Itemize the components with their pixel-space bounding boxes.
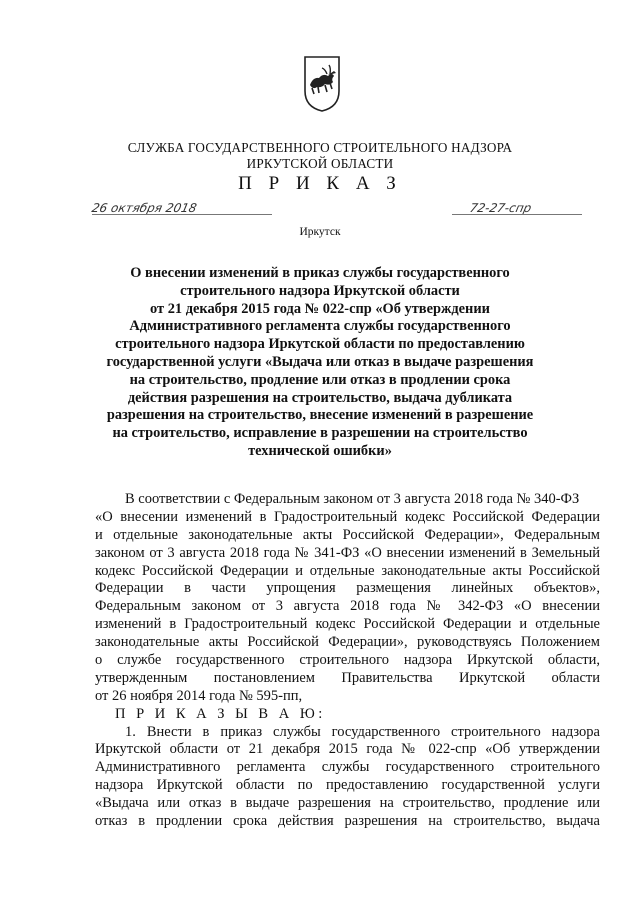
order-heading	[100, 265, 540, 461]
item-line: надзора Иркутской области по предоставлению государственной услуги	[95, 777, 600, 794]
item-line: Иркутской области от 21 декабря 2015 года № 022-спр «Об утверждении	[95, 741, 600, 758]
body-line: Федерации в части упрощения размещения линейных объектов»,	[95, 580, 600, 597]
heading-line: строительного надзора Иркутской области по предоставлению	[115, 336, 525, 353]
agency-name-line-1: СЛУЖБА ГОСУДАРСТВЕННОГО СТРОИТЕЛЬНОГО НАДЗОРА	[127, 140, 513, 155]
handwritten-date: 26 октября 2018	[90, 201, 198, 215]
body-line: и отдельные законодательные акты Российской Федерации», Федеральным	[95, 526, 600, 543]
heading-line: технической ошибки»	[248, 442, 392, 459]
body-line: утвержденным постановлением Правительства Иркутской области	[95, 669, 600, 686]
coat-of-arms-emblem	[303, 55, 341, 113]
body-line: о службе государственного строительного надзора Иркутской области,	[95, 652, 600, 669]
handwritten-number: 72-27-спр	[468, 201, 533, 215]
order-word: П Р И К А З Ы В А Ю:	[115, 705, 326, 722]
body-line: В соответствии с Федеральным законом от 3 августа 2018 года № 340-ФЗ	[125, 491, 580, 507]
city-name: Иркутск	[299, 226, 341, 238]
heading-line: государственной услуги «Выдача или отказ в выдаче разрешения	[106, 353, 534, 370]
body-line: от 26 ноября 2014 года № 595-пп,	[95, 687, 303, 704]
heading-line: строительного надзора Иркутской области	[180, 282, 460, 299]
body-line: кодекс Российской Федерации и отдельные законодательные акты Российской	[95, 562, 600, 579]
body-line: Федеральным законом от 3 августа 2018 года № 342-ФЗ «О внесении	[95, 598, 600, 615]
date-underline	[92, 214, 272, 215]
body-line: изменений в Градостроительный кодекс Российской Федерации и отдельные	[95, 616, 600, 633]
heading-line: О внесении изменений в приказ службы государственного	[130, 265, 510, 281]
heading-line: Административного регламента службы государственного	[129, 318, 511, 335]
heading-line: на строительство, исправление в разрешении на строительство	[112, 425, 528, 442]
body-line: законом от 3 августа 2018 года № 341-ФЗ «О внесении изменений в Земельный	[95, 544, 600, 561]
heading-line: действия разрешения на строительство, выдача дубликата	[127, 389, 513, 406]
document-type-title: П Р И К А З	[238, 173, 402, 194]
heading-line: разрешения на строительство, внесение изменений в разрешение	[106, 407, 534, 424]
item-line: отказ в продлении срока действия разрешения на строительство, выдача	[95, 813, 600, 830]
item-line: Административного регламента службы государственного строительного	[95, 759, 600, 776]
agency-name-line-2: ИРКУТСКОЙ ОБЛАСТИ	[246, 156, 394, 171]
number-underline	[452, 214, 582, 215]
heading-line: от 21 декабря 2015 года № 022-спр «Об утверждении	[150, 300, 490, 317]
body-line: законодательные акты Российской Федерации», руководствуясь Положением	[95, 634, 600, 651]
preamble-paragraph	[95, 491, 600, 831]
item-line: 1. Внести в приказ службы государственного строительного надзора	[125, 723, 600, 740]
body-line: «О внесении изменений в Градостроительный кодекс Российской Федерации	[95, 508, 600, 525]
heading-line: на строительство, продление или отказ в продлении срока	[129, 371, 511, 388]
item-line: «Выдача или отказ в выдаче разрешения на строительство, продление или	[95, 795, 600, 812]
